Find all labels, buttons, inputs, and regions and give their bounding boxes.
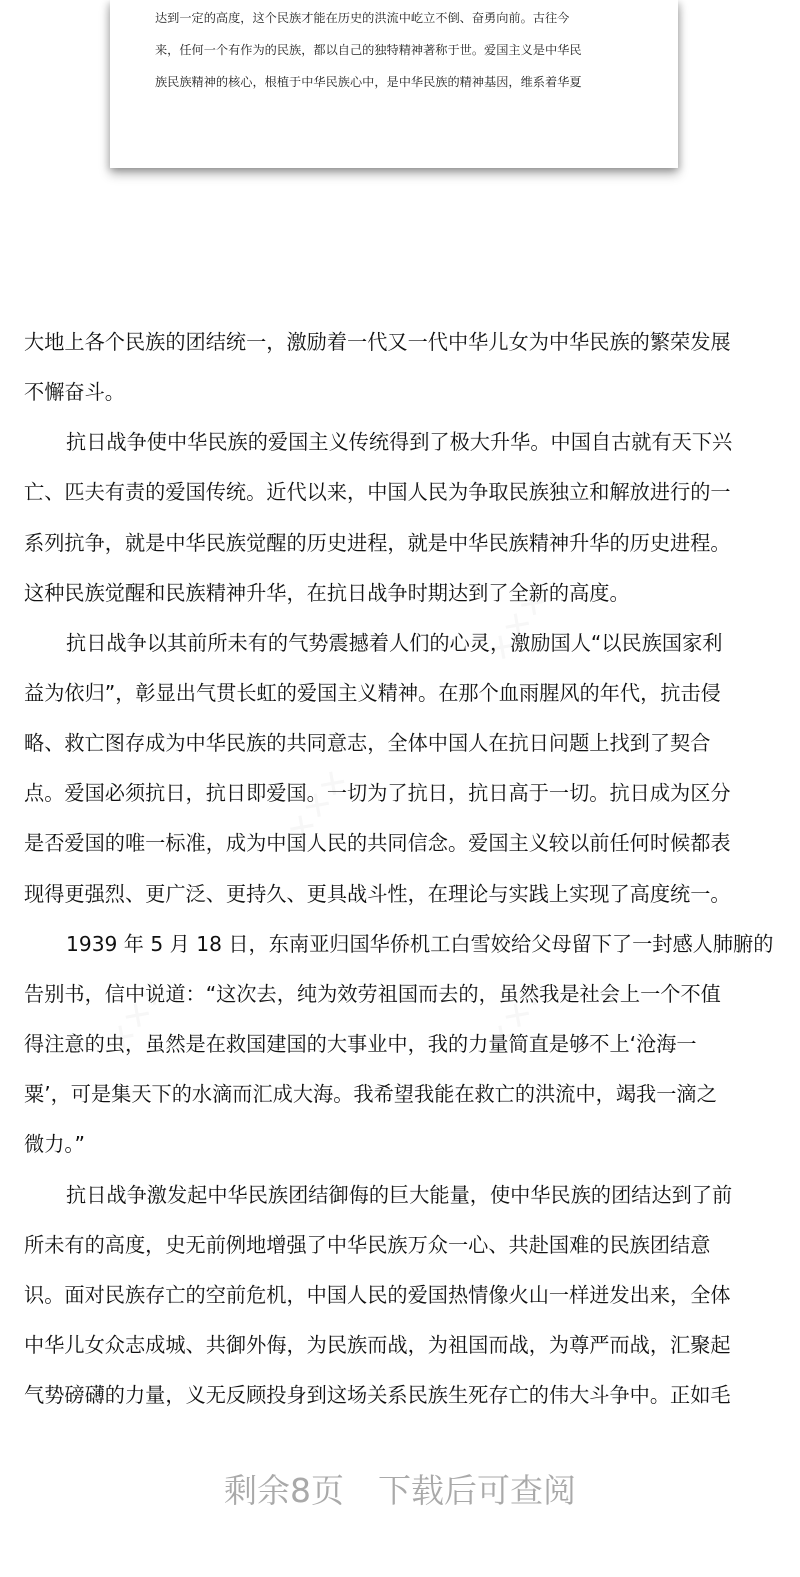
- paragraph-line: 中华儿女众志成城、共御外侮，为民族而战，为祖国而战，为尊严而战，汇聚起: [24, 1333, 731, 1357]
- paragraph-line: 现得更强烈、更广泛、更持久、更具战斗性，在理论与实践上实现了高度统一。: [24, 882, 731, 906]
- paragraph-line: 所未有的高度，史无前例地增强了中华民族万众一心、共赴国难的民族团结意: [24, 1233, 711, 1257]
- preview-card: [110, 0, 678, 168]
- card-text-line: 来，任何一个有作为的民族，都以自己的独特精神著称于世。爱国主义是中华民: [155, 43, 582, 57]
- paragraph-line: 抗日战争使中华民族的爱国主义传统得到了极大升华。中国自古就有天下兴: [66, 430, 733, 454]
- paragraph-line: 亡、匹夫有责的爱国传统。近代以来，中国人民为争取民族独立和解放进行的一: [24, 480, 731, 504]
- paragraph-line: 略、救亡图存成为中华民族的共同意志，全体中国人在抗日问题上找到了契合: [24, 731, 711, 755]
- download-to-view-label[interactable]: 下载后可查阅: [378, 1471, 576, 1510]
- paragraph-line: 识。面对民族存亡的空前危机，中国人民的爱国热情像火山一样迸发出来，全体: [24, 1283, 731, 1307]
- paragraph-line: 益为依归”，彰显出气贯长虹的爱国主义精神。在那个血雨腥风的年代，抗击侵: [24, 681, 721, 705]
- paragraph-line: 系列抗争，就是中华民族觉醒的历史进程，就是中华民族精神升华的历史进程。: [24, 531, 731, 555]
- card-text-line: 达到一定的高度，这个民族才能在历史的洪流中屹立不倒、奋勇向前。古往今: [155, 11, 570, 25]
- remaining-pages-label: 剩余8页: [224, 1471, 344, 1510]
- watermark-mark: ✕✕✕: [279, 761, 357, 850]
- paragraph-line: 抗日战争以其前所未有的气势震撼着人们的心灵，激励国人“以民族国家利: [66, 631, 723, 655]
- paragraph-line: 这种民族觉醒和民族精神升华，在抗日战争时期达到了全新的高度。: [24, 581, 630, 605]
- paragraph-line: 气势磅礴的力量，义无反顾投身到这场关系民族生死存亡的伟大斗争中。正如毛: [24, 1383, 731, 1407]
- paragraph-line: 得注意的虫，虽然是在救国建国的大事业中，我的力量简直是够不上‘沧海一: [24, 1032, 697, 1056]
- paragraph-line: 抗日战争激发起中华民族团结御侮的巨大能量，使中华民族的团结达到了前: [66, 1183, 733, 1207]
- watermark-mark: ✕✕✕: [479, 971, 557, 1060]
- watermark-mark: ✕✕✕: [479, 581, 557, 670]
- paragraph-line: 点。爱国必须抗日，抗日即爱国。一切为了抗日，抗日高于一切。抗日成为区分: [24, 781, 731, 805]
- paragraph-line: 告别书，信中说道：“这次去，纯为效劳祖国而去的，虽然我是社会上一个不值: [24, 982, 721, 1006]
- paragraph-line: 不懈奋斗。: [24, 380, 125, 404]
- watermark-mark: ✕✕✕: [99, 971, 177, 1060]
- paragraph-line: 大地上各个民族的团结统一，激励着一代又一代中华儿女为中华民族的繁荣发展: [24, 330, 731, 354]
- paragraph-line: 粟’，可是集天下的水滴而汇成大海。我希望我能在救亡的洪流中，竭我一滴之: [24, 1082, 717, 1106]
- card-text-line: 族民族精神的核心，根植于中华民族心中，是中华民族的精神基因，维系着华夏: [155, 75, 582, 89]
- paragraph-line: 是否爱国的唯一标准，成为中国人民的共同信念。爱国主义较以前任何时候都表: [24, 831, 731, 855]
- paragraph-line: 微力。”: [24, 1132, 85, 1156]
- download-prompt[interactable]: [0, 1468, 800, 1514]
- paragraph-line: 1939 年 5 月 18 日，东南亚归国华侨机工白雪姣给父母留下了一封感人肺腑的: [66, 932, 774, 956]
